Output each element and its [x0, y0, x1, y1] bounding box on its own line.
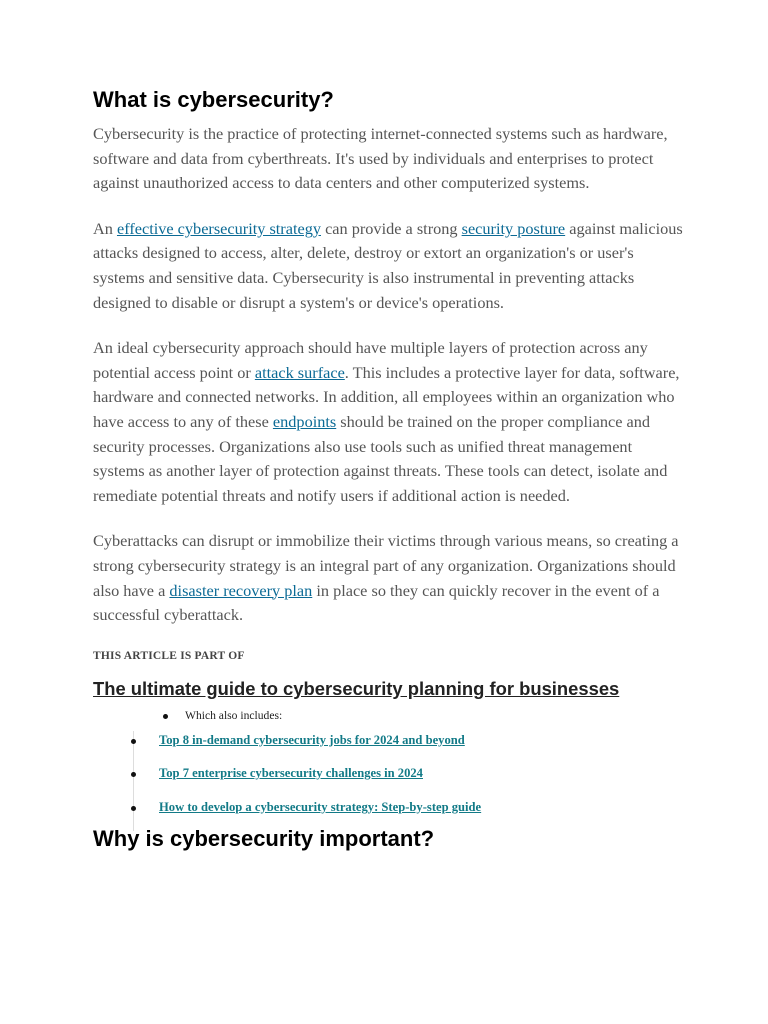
- also-includes-label: Which also includes:: [185, 708, 283, 722]
- paragraph-layers: [93, 336, 683, 508]
- related-article-link-jobs[interactable]: Top 8 in-demand cybersecurity jobs for 2024 and beyond: [159, 732, 465, 747]
- bullet-icon: [131, 806, 136, 811]
- series-kicker: THIS ARTICLE IS PART OF: [93, 649, 245, 662]
- related-article-link-strategy-guide[interactable]: How to develop a cybersecurity strategy: Step-by-step guide: [159, 799, 482, 814]
- paragraph-text: Cyberattacks can disrupt or immobilize their victims through various means, so creating a strong cybersecurity strategy is an integral part of any organization. Organizations should also have a: [93, 531, 679, 600]
- paragraph-text: against malicious attacks designed to access, alter, delete, destroy or extort an organization's or user's systems and sensitive data. Cybersecurity is also instrumental in preventing attacks designed to disable or disrupt a system's or device's operations.: [93, 218, 683, 312]
- link-disaster-recovery-plan[interactable]: disaster recovery plan: [169, 580, 313, 600]
- link-attack-surface[interactable]: attack surface: [254, 362, 345, 382]
- paragraph-text: An ideal cybersecurity approach should have multiple layers of protection across any potential access point or: [93, 338, 648, 382]
- bullet-icon: [131, 739, 136, 744]
- paragraph-text: An: [93, 218, 117, 238]
- paragraph-cyberattacks: [93, 529, 683, 627]
- bullet-icon: [163, 714, 168, 719]
- paragraph-text: Cybersecurity is the practice of protecting internet-connected systems such as hardware, software and data from cyberthreats. It's used by individuals and enterprises to protect against unauthorized access to data centers and other computerized systems.: [93, 124, 668, 193]
- paragraph-strategy: [93, 217, 683, 315]
- paragraph-text: should be trained on the proper compliance and security processes. Organizations also use tools such as unified threat management systems as another layer of protection against threats. These tools can detect, isolate and remediate potential threats and notify users if additional action is needed.: [93, 411, 668, 505]
- link-effective-cybersecurity-strategy[interactable]: effective cybersecurity strategy: [116, 218, 321, 238]
- paragraph-definition: [93, 122, 683, 196]
- section-heading-what-is: What is cybersecurity?: [93, 87, 334, 112]
- bullet-icon: [131, 772, 136, 777]
- related-articles-list: [133, 731, 683, 832]
- paragraph-text: . This includes a protective layer for data, software, hardware and connected networks. In addition, all employees within an organization who have access to any of these: [93, 362, 680, 431]
- paragraph-text: in place so they can quickly recover in the event of a successful cyberattack.: [93, 580, 660, 625]
- also-includes-list: [161, 707, 683, 727]
- related-article-item: [134, 798, 683, 832]
- paragraph-text: can provide a strong: [321, 218, 462, 238]
- section-heading-why-important: Why is cybersecurity important?: [93, 826, 435, 852]
- link-endpoints[interactable]: endpoints: [272, 411, 337, 431]
- series-guide-link[interactable]: The ultimate guide to cybersecurity planning for businesses: [93, 677, 620, 699]
- related-article-item: [134, 731, 683, 765]
- related-article-link-challenges[interactable]: Top 7 enterprise cybersecurity challenges in 2024: [159, 766, 423, 781]
- link-security-posture[interactable]: security posture: [461, 218, 566, 238]
- related-article-item: [134, 764, 683, 798]
- also-includes-item: [161, 707, 683, 725]
- article-content: [93, 86, 683, 853]
